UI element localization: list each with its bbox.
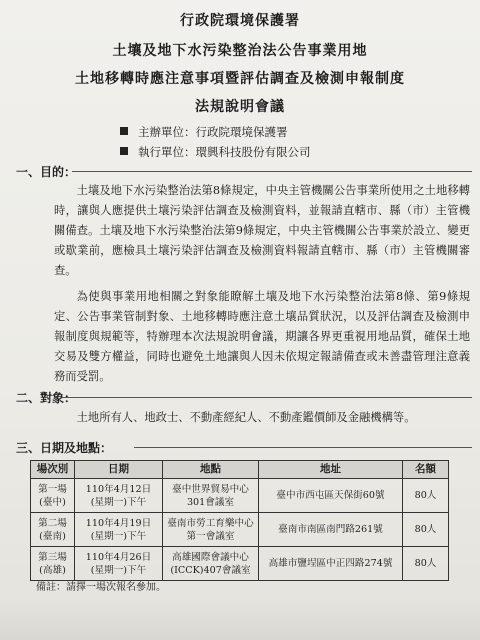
host-organizer	[120, 124, 288, 140]
title-line-2: 土地移轉時應注意事項暨評估調查及檢測申報制度	[75, 71, 405, 87]
bullet-square-icon	[120, 147, 128, 155]
section-heading-schedule: 三、日期及地點：	[16, 441, 113, 455]
table-row	[31, 479, 449, 513]
executor-organizer	[120, 144, 311, 160]
section-divider	[134, 447, 472, 448]
column-header-date: 日期	[75, 461, 163, 479]
executor-label: 執行單位：	[138, 145, 196, 159]
section-heading-audience: 二、對象：	[16, 391, 77, 405]
column-header-quota: 名額	[403, 461, 449, 479]
bullet-square-icon	[120, 127, 128, 135]
section-heading-purpose: 一、目的：	[16, 165, 77, 179]
table-header-row	[31, 461, 449, 479]
quota-cell: 80人	[403, 479, 449, 513]
section-divider	[72, 171, 472, 172]
venue-cell: 臺南市勞工育樂中心 第一會議室	[163, 513, 259, 547]
address-cell: 臺南市南區南門路261號	[259, 513, 403, 547]
date-cell: 110年4月12日 (星期一)下午	[75, 479, 163, 513]
table-row	[31, 547, 449, 581]
session-cell: 第三場 (高雄)	[31, 547, 75, 581]
title-line-1: 土壤及地下水污染整治法公告事業用地	[112, 43, 368, 59]
paper-shadow	[0, 600, 480, 640]
venue-cell: 臺中世界貿易中心 301會議室	[163, 479, 259, 513]
session-cell: 第二場 (臺南)	[31, 513, 75, 547]
table-row	[31, 513, 449, 547]
address-cell: 臺中市西屯區天保街60號	[259, 479, 403, 513]
table-note: 備註：請擇一場次報名參加。	[36, 582, 166, 593]
column-header-session: 場次別	[31, 461, 75, 479]
column-header-venue: 地點	[163, 461, 259, 479]
column-header-address: 地址	[259, 461, 403, 479]
session-cell: 第一場 (臺中)	[31, 479, 75, 513]
host-name: 行政院環境保護署	[195, 125, 288, 139]
agency-title: 行政院環境保護署	[180, 13, 300, 29]
title-line-3: 法規說明會議	[195, 99, 285, 115]
audience-paragraph: 土地所有人、地政士、不動產經紀人、不動產鑑價師及金融機構等。	[76, 411, 416, 424]
schedule-table	[30, 460, 449, 581]
host-label: 主辦單位：	[138, 125, 196, 139]
executor-name: 環興科技股份有限公司	[195, 145, 311, 159]
section-divider	[62, 397, 472, 398]
venue-cell: 高雄國際會議中心 (ICCK)407會議室	[163, 547, 259, 581]
date-cell: 110年4月19日 (星期一)下午	[75, 513, 163, 547]
date-cell: 110年4月26日 (星期一)下午	[75, 547, 163, 581]
quota-cell: 80人	[403, 547, 449, 581]
quota-cell: 80人	[403, 513, 449, 547]
purpose-paragraph-1: 土壤及地下水污染整治法第8條規定，中央主管機關公告事業所使用之土地移轉時，讓與人應提供土壤污染評估調查及檢測資料，並報請直轄市、縣（市）主管機關備查。土壤及地下水污染整治法第9條規定，中央主管機關公告事業於設立、變更或歇業前，應檢具土壤污染評估調查及檢測資料報請直轄市、縣（市）主管機關審查。	[54, 184, 470, 277]
address-cell: 高雄市鹽埕區中正四路274號	[259, 547, 403, 581]
purpose-paragraph-2: 為使與事業用地相關之對象能瞭解土壤及地下水污染整治法第8條、第9條規定、公告事業管制對象、土地移轉時應注意土壤品質狀況，以及評估調查及檢測申報制度與規範等，特辦理本次法規說明會議，期讓各界更重視用地品質，確保土地交易及雙方權益，同時也避免土地讓與人因未依規定報請備查或未善盡管理注意義務而受罰。	[54, 290, 470, 383]
